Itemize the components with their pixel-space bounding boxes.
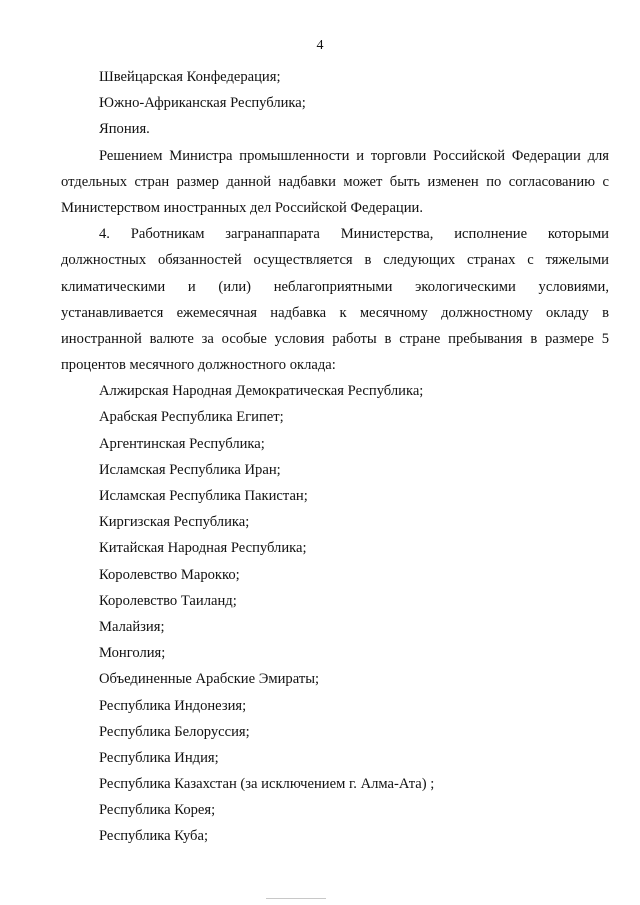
list-item: Республика Белоруссия; [99, 723, 250, 740]
list-item: Киргизская Республика; [99, 514, 250, 531]
list-item: Республика Корея; [99, 802, 216, 819]
paragraph-line: Министерством иностранных дел Российской Федерации. [61, 199, 424, 216]
list-item: Китайская Народная Республика; [99, 540, 307, 557]
paragraph-section-4 [61, 221, 609, 378]
paragraph-line: устанавливается ежемесячная надбавка к месячному должностному окладу в [61, 304, 609, 321]
list-item: Япония. [99, 121, 150, 138]
list-item: Алжирская Народная Демократическая Республика; [99, 383, 424, 400]
paragraph-line: иностранной валюте за особые условия работы в стране пребывания в размере 5 [61, 330, 609, 347]
list-item: Республика Индия; [99, 749, 219, 766]
paragraph-line: процентов месячного должностного оклада: [61, 357, 336, 374]
paragraph-line: Решением Министра промышленности и торговли Российской Федерации для [99, 147, 609, 164]
page-number: 4 [316, 38, 324, 53]
list-item: Исламская Республика Пакистан; [99, 488, 308, 504]
list-item: Республика Куба; [99, 828, 209, 845]
list-item: Республика Индонезия; [99, 697, 247, 714]
list-item: Исламская Республика Иран; [99, 461, 281, 478]
list-item: Объединенные Арабские Эмираты; [99, 671, 320, 688]
list-item: Швейцарская Конфедерация; [99, 69, 281, 85]
paragraph-ministry-decision [61, 143, 609, 222]
list-item: Южно-Африканская Республика; [99, 95, 306, 112]
list-item: Малайзия; [99, 618, 165, 635]
list-item: Монголия; [99, 645, 166, 662]
document-body [61, 64, 609, 850]
country-list [61, 378, 609, 849]
list-item: Аргентинская Республика; [99, 435, 265, 452]
scan-artifact-line [266, 898, 326, 899]
paragraph-line: 4. Работникам загранаппарата Министерства, исполнение которыми [99, 226, 609, 243]
list-item: Республика Казахстан (за исключением г. Алма-Ата) ; [99, 776, 435, 793]
list-item: Королевство Таиланд; [99, 592, 237, 609]
paragraph-line: отдельных стран размер данной надбавки может быть изменен по согласованию с [61, 173, 609, 190]
list-item: Королевство Марокко; [99, 566, 240, 583]
list-item: Арабская Республика Египет; [99, 409, 284, 426]
paragraph-line: должностных обязанностей осуществляется в следующих странах с тяжелыми [61, 252, 609, 269]
paragraph-line: климатическими и (или) неблагоприятными экологическими условиями, [61, 278, 609, 295]
